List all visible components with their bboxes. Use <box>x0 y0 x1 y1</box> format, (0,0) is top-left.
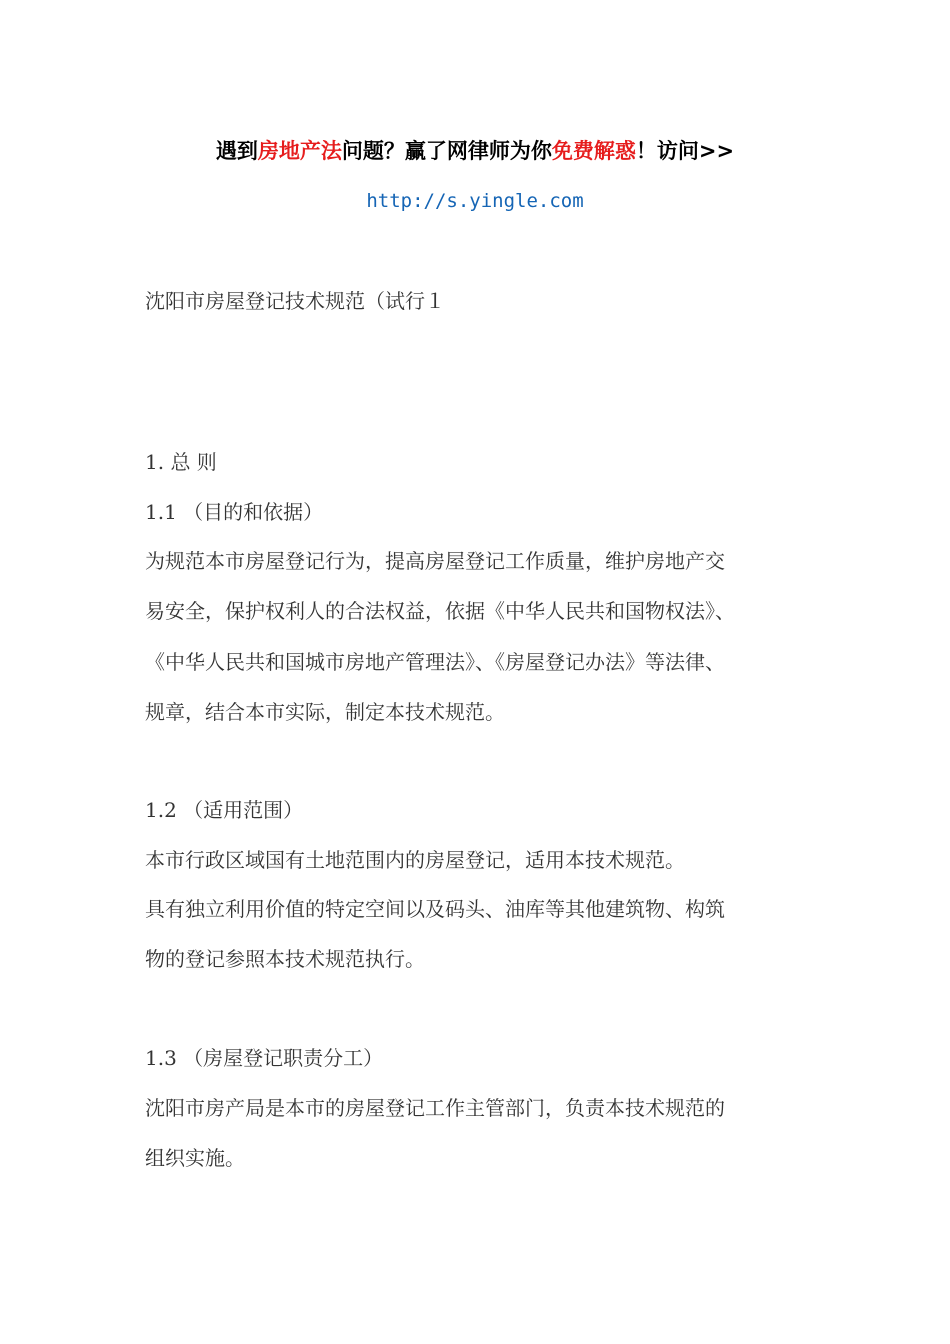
paragraph-line: 规章，结合本市实际，制定本技术规范。 <box>145 700 505 724</box>
paragraph-line: 为规范本市房屋登记行为，提高房屋登记工作质量，维护房地产交 <box>145 549 725 573</box>
banner-link[interactable]: http://s.yingle.com <box>366 190 584 212</box>
paragraph-line: 组织实施。 <box>145 1146 245 1170</box>
promo-banner <box>0 134 950 168</box>
paragraph-line: 《中华人民共和国城市房地产管理法》、《房屋登记办法》等法律、 <box>145 650 725 674</box>
banner-text-3: ！访问>> <box>635 139 735 163</box>
paragraph-line: 本市行政区域国有土地范围内的房屋登记，适用本技术规范。 <box>145 848 685 872</box>
banner-highlight-real-estate-law: 房地产法 <box>257 139 342 163</box>
banner-highlight-free-answer: 免费解惑 <box>551 139 636 163</box>
section-heading-1-2: 1.2 （适用范围） <box>145 798 304 822</box>
paragraph-line: 具有独立利用价值的特定空间以及码头、油库等其他建筑物、构筑 <box>145 897 725 921</box>
paragraph-line: 物的登记参照本技术规范执行。 <box>145 947 425 971</box>
section-heading-1: 1. 总 则 <box>145 450 217 474</box>
document-title: 沈阳市房屋登记技术规范（试行１ <box>145 289 445 313</box>
paragraph-line: 易安全，保护权利人的合法权益，依据《中华人民共和国物权法》、 <box>145 599 735 623</box>
section-heading-1-1: 1.1 （目的和依据） <box>145 500 324 524</box>
banner-text-2: 问题？赢了网律师为你 <box>341 139 552 163</box>
section-heading-1-3: 1.3 （房屋登记职责分工） <box>145 1046 384 1070</box>
paragraph-line: 沈阳市房产局是本市的房屋登记工作主管部门，负责本技术规范的 <box>145 1096 725 1120</box>
banner-text-1: 遇到 <box>215 139 258 163</box>
